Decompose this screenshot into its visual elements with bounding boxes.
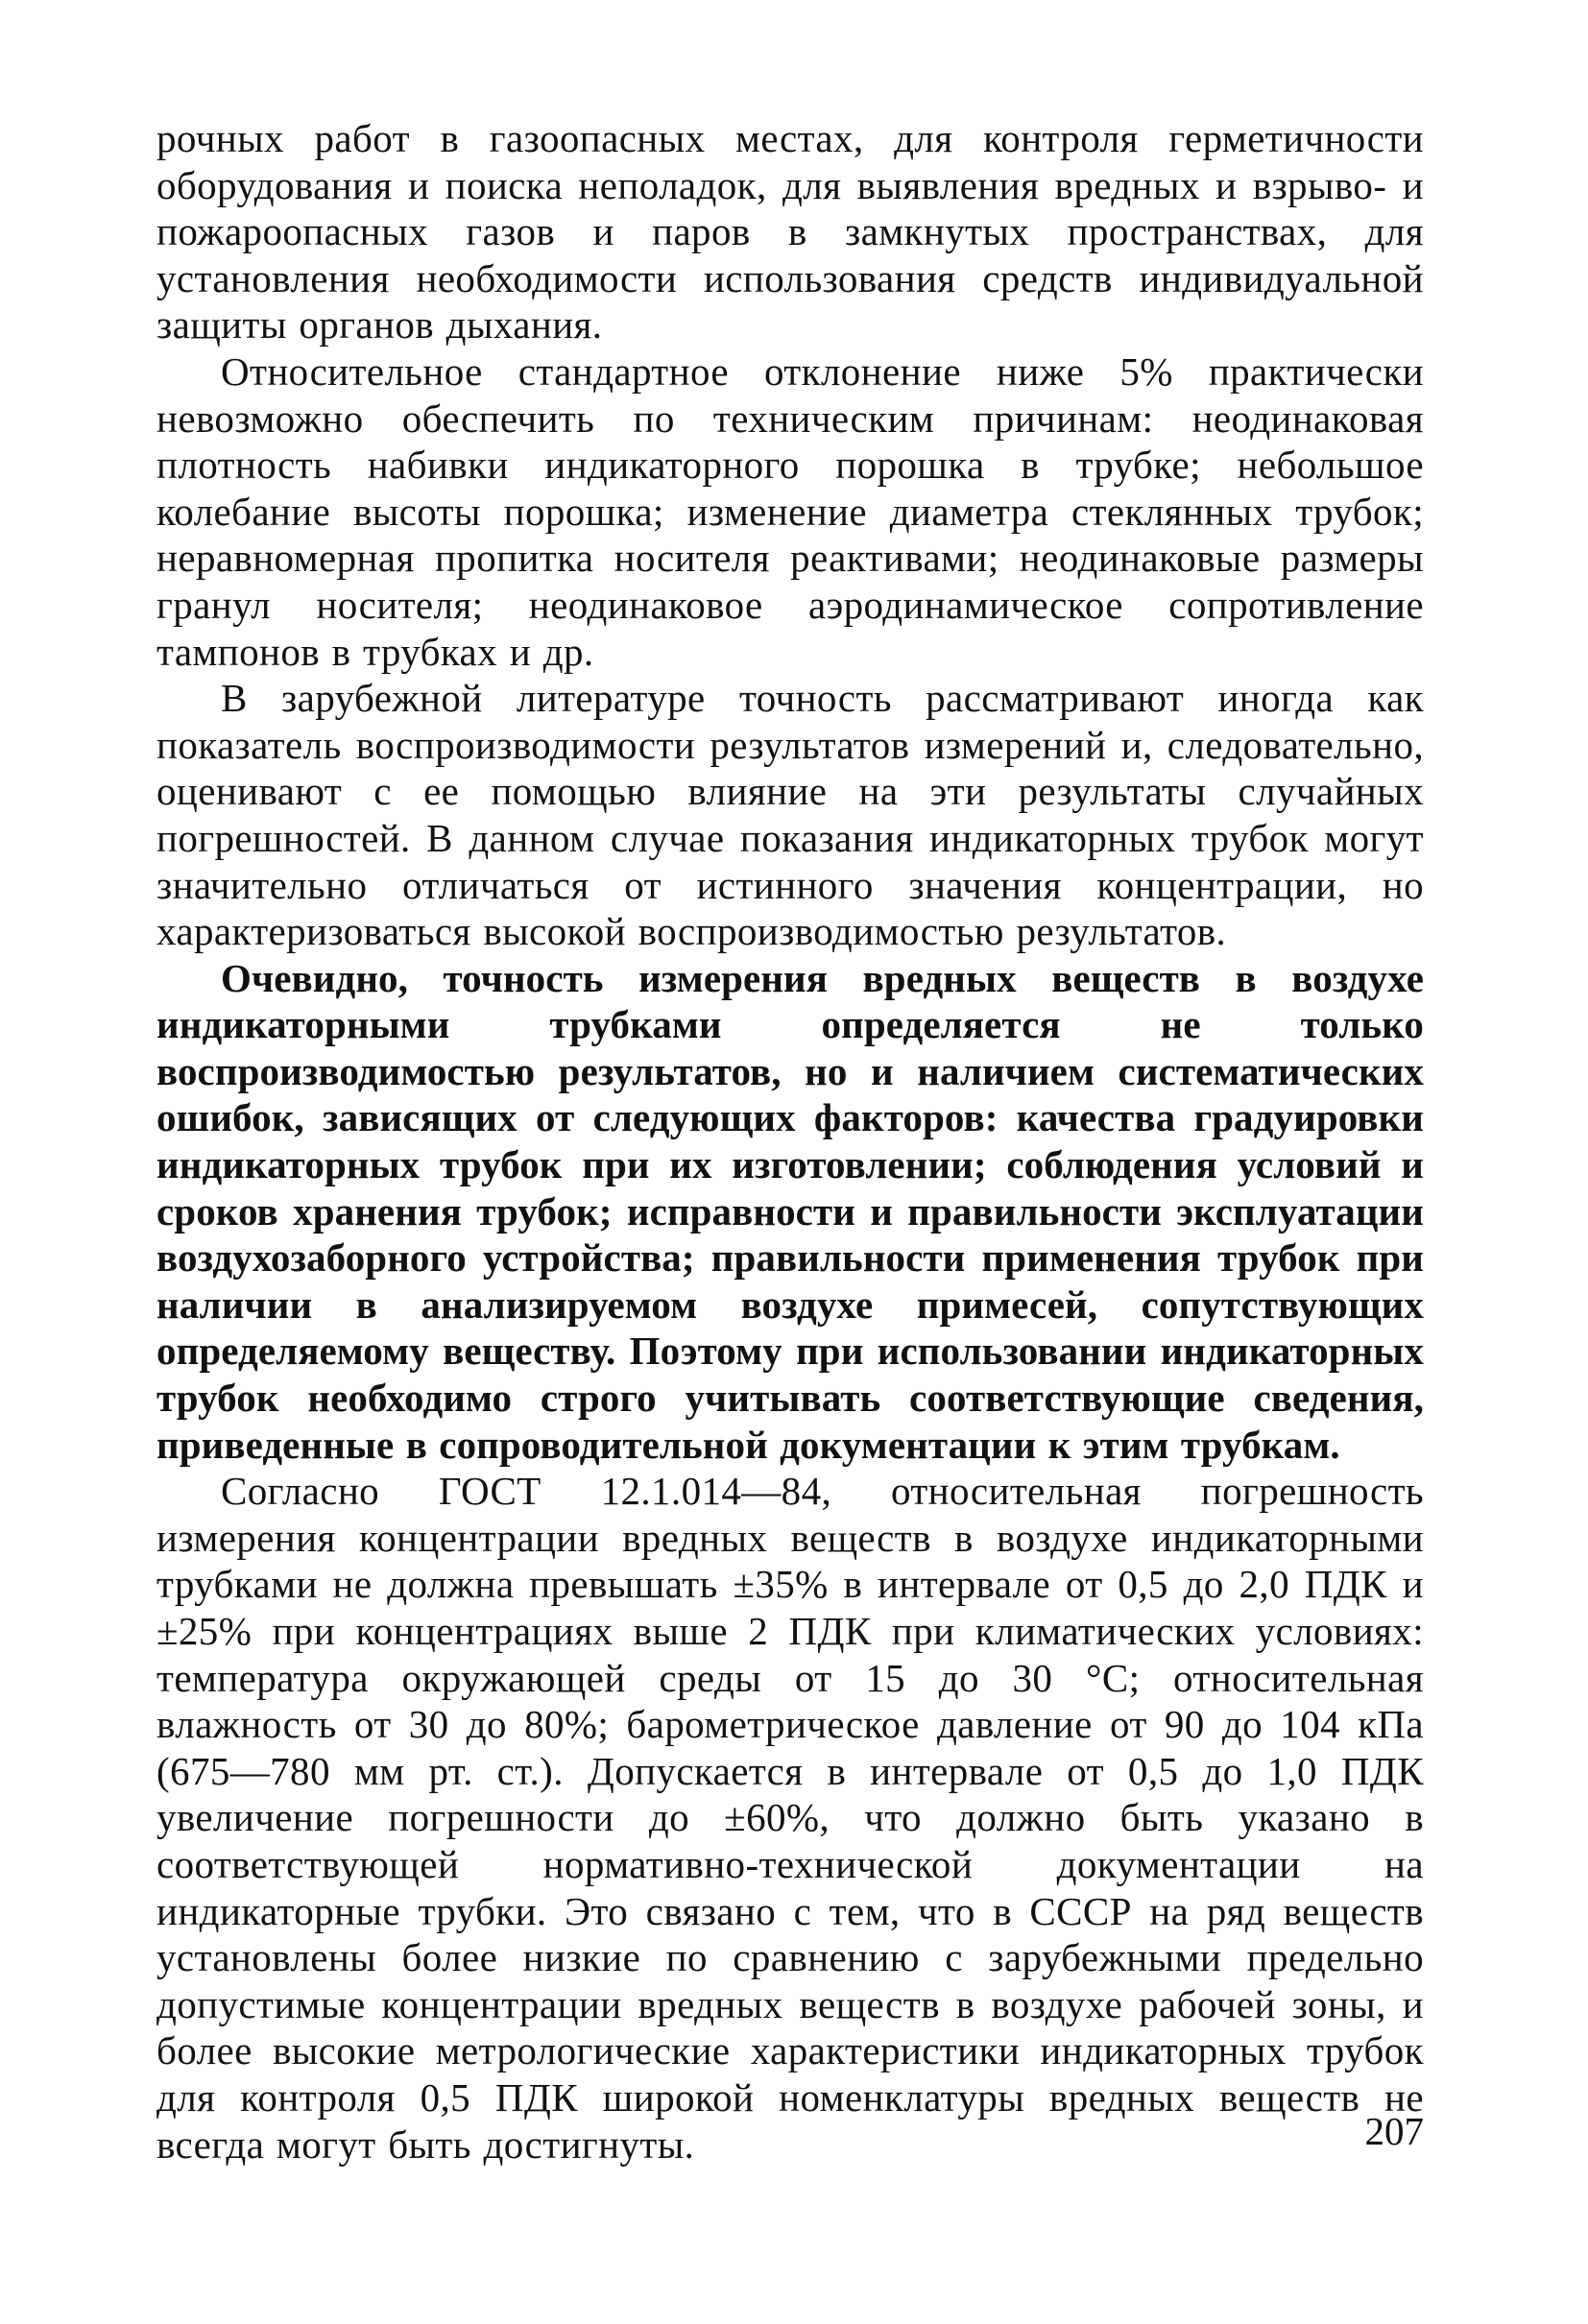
paragraph-standard-deviation: Относительное стандартное отклонение ниже 5% практически невозможно обеспечить по техническим причинам: неодинаковая плотность набивки индикаторного порошка в трубке; небольшое колебание высоты порошка; изменение диаметра стеклянных трубок; неравномерная пропитка носителя реактивами; неодинаковые размеры гранул носителя; неодинаковое аэродинамическое сопротивление тампонов в трубках и др. — [156, 348, 1424, 674]
body-text — [156, 115, 1424, 2168]
paragraph-gost-standard: Согласно ГОСТ 12.1.014—84, относительная погрешность измерения концентрации вредных веществ в воздухе индикаторными трубками не должна превышать ±35% в интервале от 0,5 до 2,0 ПДК и ±25% при концентрациях выше 2 ПДК при климатических условиях: температура окружающей среды от 15 до 30 °C; относительная влажность от 30 до 80%; барометрическое давление от 90 до 104 кПа (675—780 мм рт. ст.). Допускается в интервале от 0,5 до 1,0 ПДК увеличение погрешности до ±60%, что должно быть указано в соответствующей нормативно-технической документации на индикаторные трубки. Это связано с тем, что в СССР на ряд веществ установлены более низкие по сравнению с зарубежными предельно допустимые концентрации вредных веществ в воздухе рабочей зоны, и более высокие метрологические характеристики индикаторных трубок для контроля 0,5 ПДК широкой номенклатуры вредных веществ не всегда могут быть достигнуты. — [156, 1469, 1424, 2167]
paragraph-continuation: рочных работ в газоопасных местах, для контроля герметичности оборудования и поиска неполадок, для выявления вредных и взрыво- и пожароопасных газов и паров в замкнутых пространствах, для установления необходимости использования средств индивидуальной защиты органов дыхания. — [156, 116, 1424, 347]
paragraph-measurement-accuracy: Очевидно, точность измерения вредных веществ в воздухе индикаторными трубками определяется не только воспроизводимостью результатов, но и наличием систематических ошибок, зависящих от следующих факторов: качества градуировки индикаторных трубок при их изготовлении; соблюдения условий и сроков хранения трубок; исправности и правильности эксплуатации воздухозаборного устройства; правильности применения трубок при наличии в анализируемом воздухе примесей, сопутствующих определяемому веществу. Поэтому при использовании индикаторных трубок необходимо строго учитывать соответствующие сведения, приведенные в сопроводительной документации к этим трубкам. — [156, 955, 1424, 1467]
paragraph-foreign-literature: В зарубежной литературе точность рассматривают иногда как показатель воспроизводимости результатов измерений и, следовательно, оценивают с ее помощью влияние на эти результаты случайных погрешностей. В данном случае показания индикаторных трубок могут значительно отличаться от истинного значения концентрации, но характеризоваться высокой воспроизводимостью результатов. — [156, 676, 1424, 954]
page-number: 207 — [1364, 2109, 1424, 2153]
